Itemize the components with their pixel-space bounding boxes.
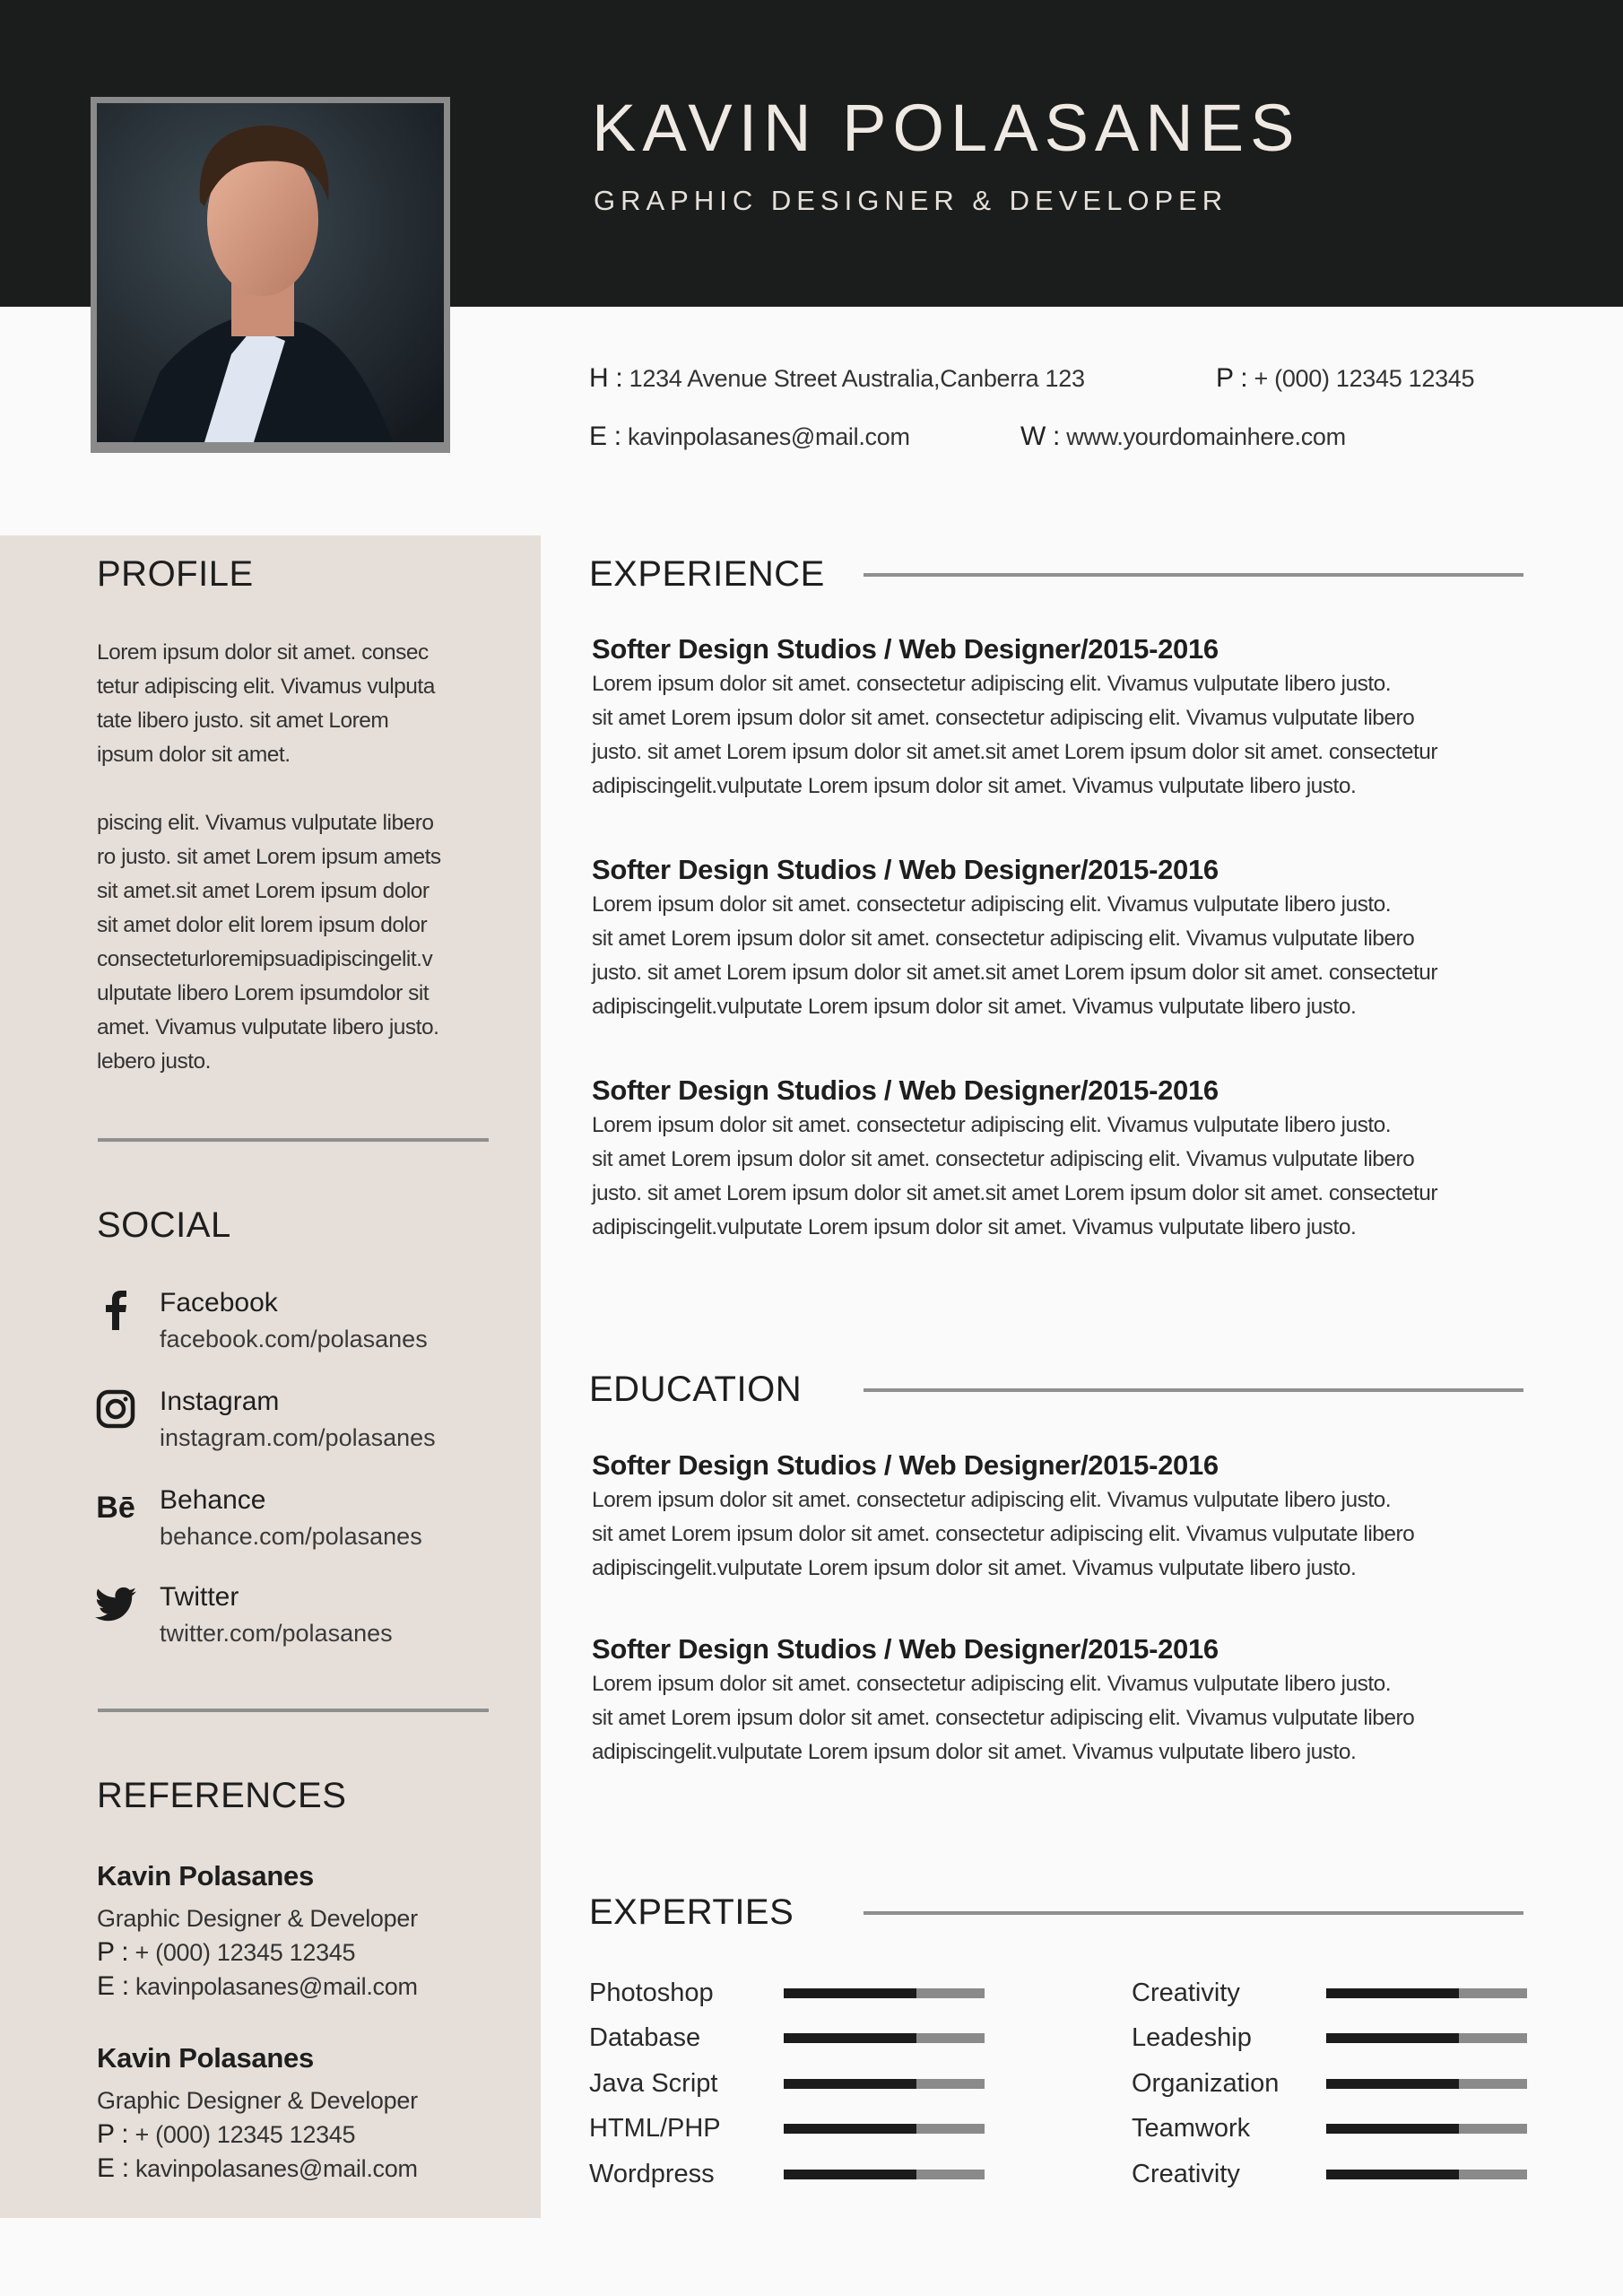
skill-row <box>589 2021 985 2057</box>
skill-label: Java Script <box>589 2068 718 2098</box>
email-label: E : <box>97 1971 129 2001</box>
entry-line: adipiscingelit.vulputate Lorem ipsum dolor sit amet. Vivamus vulputate libero justo. <box>592 1215 1357 1239</box>
section-rule <box>864 1911 1523 1915</box>
entry-line: sit amet Lorem ipsum dolor sit amet. consectetur adipiscing elit. Vivamus vulputate libero <box>592 1522 1415 1546</box>
profile-line: ulputate libero Lorem ipsumdolor sit <box>97 981 430 1005</box>
phone-value: + (000) 12345 12345 <box>135 1939 356 1966</box>
skill-label: Creativity <box>1132 2159 1240 2188</box>
education-entry <box>592 1449 1414 1586</box>
entry-title: Softer Design Studios / Web Designer/2015-2016 <box>592 1074 1219 1106</box>
references-heading: REFERENCES <box>97 1776 347 1815</box>
skill-level-fill <box>784 1988 916 1998</box>
phone-label: P : <box>1216 363 1248 393</box>
entry-description <box>592 667 1437 804</box>
entry-description <box>592 1109 1437 1245</box>
skill-level-bar <box>1326 2124 1527 2134</box>
skill-row <box>589 1975 985 2011</box>
profile-line: tate libero justo. sit amet Lorem <box>97 709 389 733</box>
skill-row <box>589 2111 985 2147</box>
entry-description <box>592 1483 1414 1586</box>
entry-line: sit amet Lorem ipsum dolor sit amet. consectetur adipiscing elit. Vivamus vulputate libero <box>592 926 1415 951</box>
email-value[interactable]: kavinpolasanes@mail.com <box>135 1973 418 2000</box>
facebook-icon <box>95 1290 136 1331</box>
skill-row <box>1132 2111 1527 2147</box>
section-rule <box>864 573 1523 577</box>
skill-row <box>589 2066 985 2101</box>
profile-heading: PROFILE <box>97 554 254 594</box>
experience-entry <box>592 633 1437 804</box>
profile-line: Lorem ipsum dolor sit amet. consec <box>97 640 429 665</box>
reference-item <box>97 1860 418 2004</box>
skill-level-fill <box>784 2124 916 2134</box>
entry-title: Softer Design Studios / Web Designer/2015-2016 <box>592 1449 1219 1481</box>
reference-role: Graphic Designer & Developer <box>97 1905 418 1932</box>
social-name: Facebook <box>160 1288 278 1318</box>
section-rule <box>864 1388 1523 1392</box>
entry-line: sit amet Lorem ipsum dolor sit amet. consectetur adipiscing elit. Vivamus vulputate libero <box>592 706 1415 730</box>
skill-level-bar <box>784 2033 985 2043</box>
skill-row <box>1132 1975 1527 2011</box>
skill-label: Teamwork <box>1132 2114 1251 2143</box>
entry-title: Softer Design Studios / Web Designer/2015-2016 <box>592 1633 1219 1665</box>
website-value[interactable]: www.yourdomainhere.com <box>1066 423 1346 450</box>
profile-photo <box>91 97 450 453</box>
contact-address <box>589 363 1085 394</box>
skill-row <box>1132 2021 1527 2057</box>
social-item-twitter[interactable] <box>95 1582 508 1663</box>
skill-level-fill <box>1326 2079 1459 2089</box>
skill-level-bar <box>1326 1988 1527 1998</box>
twitter-icon <box>95 1584 136 1625</box>
reference-role: Graphic Designer & Developer <box>97 2087 418 2114</box>
social-item-instagram[interactable] <box>95 1387 508 1467</box>
social-heading: SOCIAL <box>97 1205 231 1245</box>
social-name: Twitter <box>160 1582 239 1612</box>
profile-line: lebero justo. <box>97 1049 211 1074</box>
phone-label: P : <box>97 2119 129 2149</box>
skill-level-fill <box>1326 1988 1459 1998</box>
skill-level-fill <box>784 2079 916 2089</box>
profile-line: amet. Vivamus vulputate libero justo. <box>97 1015 439 1039</box>
entry-line: Lorem ipsum dolor sit amet. consectetur adipiscing elit. Vivamus vulputate libero justo. <box>592 892 1392 917</box>
experience-heading: EXPERIENCE <box>589 554 825 594</box>
entry-line: justo. sit amet Lorem ipsum dolor sit amet.sit amet Lorem ipsum dolor sit amet. consectetur <box>592 961 1438 985</box>
skill-label: Leadeship <box>1132 2023 1252 2052</box>
email-value[interactable]: kavinpolasanes@mail.com <box>135 2155 418 2182</box>
entry-title: Softer Design Studios / Web Designer/2015-2016 <box>592 633 1219 665</box>
entry-line: adipiscingelit.vulputate Lorem ipsum dolor sit amet. Vivamus vulputate libero justo. <box>592 1556 1357 1580</box>
instagram-icon <box>95 1388 136 1430</box>
entry-line: adipiscingelit.vulputate Lorem ipsum dolor sit amet. Vivamus vulputate libero justo. <box>592 995 1357 1019</box>
social-item-behance[interactable] <box>95 1485 508 1566</box>
experties-heading: EXPERTIES <box>589 1892 794 1932</box>
skill-label: Organization <box>1132 2068 1280 2098</box>
reference-name: Kavin Polasanes <box>97 1860 314 1892</box>
contact-website <box>1020 422 1346 452</box>
skill-level-bar <box>784 2170 985 2179</box>
phone-value: + (000) 12345 12345 <box>135 2121 356 2148</box>
skill-level-bar <box>784 2079 985 2089</box>
profile-line: ro justo. sit amet Lorem ipsum amets <box>97 845 441 869</box>
address-value: 1234 Avenue Street Australia,Canberra 123 <box>629 365 1085 392</box>
profile-line: sit amet dolor elit lorem ipsum dolor <box>97 913 428 937</box>
entry-line: Lorem ipsum dolor sit amet. consectetur adipiscing elit. Vivamus vulputate libero justo. <box>592 1488 1392 1512</box>
social-url[interactable]: instagram.com/polasanes <box>160 1424 436 1451</box>
entry-description <box>592 1667 1414 1770</box>
entry-line: Lorem ipsum dolor sit amet. consectetur adipiscing elit. Vivamus vulputate libero justo. <box>592 1672 1392 1696</box>
email-value[interactable]: kavinpolasanes@mail.com <box>627 423 910 450</box>
skill-level-bar <box>1326 2170 1527 2179</box>
contact-phone <box>1216 363 1474 394</box>
education-entry <box>592 1633 1414 1770</box>
entry-description <box>592 888 1437 1024</box>
entry-line: adipiscingelit.vulputate Lorem ipsum dolor sit amet. Vivamus vulputate libero justo. <box>592 1740 1357 1764</box>
candidate-title: GRAPHIC DESIGNER & DEVELOPER <box>594 185 1228 216</box>
skill-level-fill <box>1326 2170 1459 2179</box>
skill-row <box>1132 2156 1527 2192</box>
profile-paragraph-1 <box>97 636 435 772</box>
skill-level-fill <box>784 2170 916 2179</box>
skill-level-bar <box>784 1988 985 1998</box>
social-url[interactable]: facebook.com/polasanes <box>160 1326 428 1352</box>
skill-level-bar <box>1326 2033 1527 2043</box>
skill-label: Wordpress <box>589 2159 715 2188</box>
social-name: Instagram <box>160 1387 280 1416</box>
profile-line: sit amet.sit amet Lorem ipsum dolor <box>97 879 430 903</box>
entry-line: Lorem ipsum dolor sit amet. consectetur adipiscing elit. Vivamus vulputate libero justo. <box>592 672 1392 696</box>
skill-level-fill <box>784 2033 916 2043</box>
email-label: E : <box>589 422 621 451</box>
skill-level-bar <box>784 2124 985 2134</box>
entry-line: justo. sit amet Lorem ipsum dolor sit amet.sit amet Lorem ipsum dolor sit amet. consectetur <box>592 740 1438 764</box>
reference-email <box>97 1970 418 2004</box>
skill-row <box>1132 2066 1527 2101</box>
phone-value: + (000) 12345 12345 <box>1254 365 1475 392</box>
experience-entry <box>592 1074 1437 1245</box>
skill-row <box>589 2156 985 2192</box>
profile-line: ipsum dolor sit amet. <box>97 743 291 767</box>
entry-line: sit amet Lorem ipsum dolor sit amet. consectetur adipiscing elit. Vivamus vulputate libero <box>592 1147 1415 1171</box>
skill-label: Creativity <box>1132 1978 1240 2007</box>
reference-item <box>97 2042 418 2186</box>
social-url[interactable]: behance.com/polasanes <box>160 1523 422 1550</box>
skill-label: Photoshop <box>589 1978 714 2007</box>
reference-name: Kavin Polasanes <box>97 2042 314 2074</box>
profile-line: consecteturloremipsuadipiscingelit.v <box>97 947 433 971</box>
entry-line: Lorem ipsum dolor sit amet. consectetur adipiscing elit. Vivamus vulputate libero justo. <box>592 1113 1392 1137</box>
skill-label: HTML/PHP <box>589 2114 721 2143</box>
profile-line: piscing elit. Vivamus vulputate libero <box>97 811 434 835</box>
reference-phone <box>97 2118 418 2152</box>
behance-icon: Bē <box>96 1490 135 1525</box>
skill-level-bar <box>1326 2079 1527 2089</box>
address-label: H : <box>589 363 623 393</box>
sidebar-divider <box>98 1138 489 1142</box>
contact-email <box>589 422 910 452</box>
website-label: W : <box>1020 422 1061 451</box>
skill-level-fill <box>1326 2033 1459 2043</box>
social-url[interactable]: twitter.com/polasanes <box>160 1620 393 1647</box>
reference-email <box>97 2152 418 2186</box>
social-name: Behance <box>160 1485 266 1515</box>
social-item-facebook[interactable] <box>95 1288 508 1369</box>
entry-line: adipiscingelit.vulputate Lorem ipsum dolor sit amet. Vivamus vulputate libero justo. <box>592 774 1357 798</box>
profile-paragraph-2 <box>97 806 441 1079</box>
entry-line: justo. sit amet Lorem ipsum dolor sit amet.sit amet Lorem ipsum dolor sit amet. consectetur <box>592 1181 1438 1205</box>
education-heading: EDUCATION <box>589 1370 803 1409</box>
skill-label: Database <box>589 2023 701 2052</box>
phone-label: P : <box>97 1937 129 1967</box>
reference-phone <box>97 1935 418 1970</box>
email-label: E : <box>97 2153 129 2183</box>
candidate-name: KAVIN POLASANES <box>592 91 1301 165</box>
entry-title: Softer Design Studios / Web Designer/2015-2016 <box>592 854 1219 885</box>
sidebar-divider <box>98 1709 489 1712</box>
skill-level-fill <box>1326 2124 1459 2134</box>
entry-line: sit amet Lorem ipsum dolor sit amet. consectetur adipiscing elit. Vivamus vulputate libero <box>592 1706 1415 1730</box>
profile-line: tetur adipiscing elit. Vivamus vulputa <box>97 674 435 699</box>
experience-entry <box>592 854 1437 1024</box>
